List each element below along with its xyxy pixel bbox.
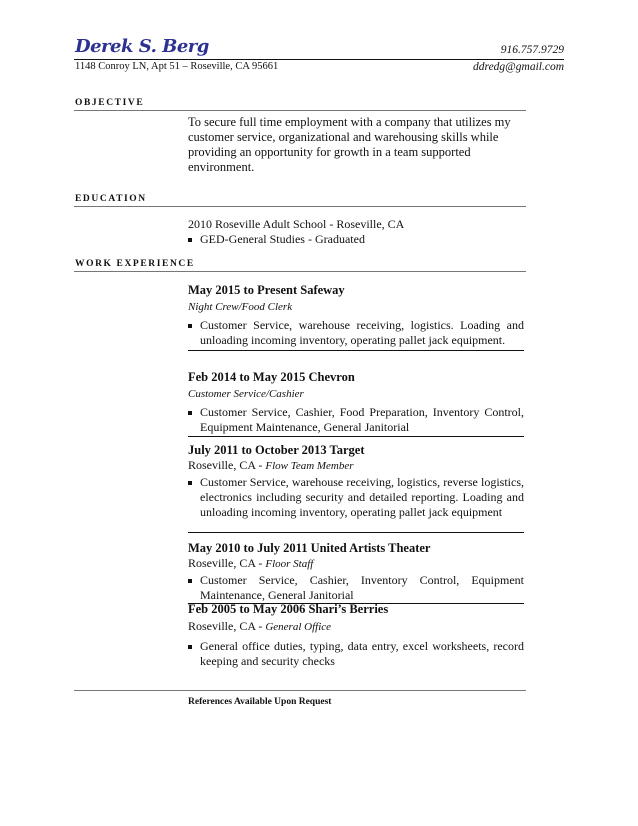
education-entry: [188, 217, 524, 247]
job-entry: [188, 370, 524, 437]
job-bullet: Customer Service, Cashier, Food Preparation, Inventory Control, Equipment Maintenance, General Janitorial: [188, 405, 524, 435]
job-role: Night Crew/Food Clerk: [188, 301, 293, 313]
footer-divider: [74, 690, 526, 691]
email-address: ddredg@gmail.com: [473, 61, 564, 73]
job-title: May 2010 to July 2011 United Artists Theater: [188, 541, 431, 555]
job-title: Feb 2014 to May 2015 Chevron: [188, 370, 355, 384]
job-city: Roseville, CA -: [188, 458, 266, 472]
job-location: [188, 458, 524, 474]
job-title: May 2015 to Present Safeway: [188, 283, 345, 297]
candidate-name: Derek S. Berg: [75, 36, 209, 57]
job-title: July 2011 to October 2013 Target: [188, 443, 365, 457]
work-heading: WORK EXPERIENCE: [75, 259, 195, 269]
job-bullet: General office duties, typing, data entry, excel worksheets, record keeping and security checks: [188, 639, 524, 669]
job-entry: [188, 602, 524, 669]
job-city: Roseville, CA -: [188, 556, 266, 570]
job-bullet: Customer Service, warehouse receiving, logistics, reverse logistics, electronics including security and detailed reporting. Loading and unloading incoming inventory, operating pallet jack equipment: [188, 475, 524, 520]
job-role: Flow Team Member: [265, 460, 354, 472]
job-role: Floor Staff: [265, 558, 314, 570]
work-divider: [74, 271, 526, 272]
job-title: Feb 2005 to May 2006 Shari’s Berries: [188, 602, 389, 616]
job-location: [188, 556, 524, 572]
job-entry: [188, 443, 524, 533]
job-bullet: Customer Service, warehouse receiving, logistics. Loading and unloading incoming inventory, operating pallet jack equipment.: [188, 318, 524, 348]
references-note: References Available Upon Request: [188, 697, 332, 707]
street-address: 1148 Conroy LN, Apt 51 – Roseville, CA 95661: [75, 61, 279, 72]
phone-number: 916.757.9729: [500, 44, 564, 56]
education-bullet: GED-General Studies - Graduated: [188, 232, 524, 247]
job-city: Roseville, CA -: [188, 619, 266, 633]
objective-divider: [74, 110, 526, 111]
education-heading: EDUCATION: [75, 194, 147, 204]
job-entry: [188, 541, 524, 604]
header-divider: [74, 59, 564, 60]
job-role: Customer Service/Cashier: [188, 388, 304, 400]
job-role: General Office: [265, 621, 332, 633]
objective-text: To secure full time employment with a company that utilizes my customer service, organizational and warehousing skills while providing an opportunity for growth in a team supported environment.: [188, 115, 511, 174]
job-bullet: Customer Service, Cashier, Inventory Control, Equipment Maintenance, General Janitorial: [188, 573, 524, 603]
education-school: 2010 Roseville Adult School - Roseville, CA: [188, 217, 405, 231]
education-divider: [74, 206, 526, 207]
job-entry: [188, 283, 524, 351]
job-location: [188, 619, 524, 635]
objective-heading: OBJECTIVE: [75, 98, 145, 108]
